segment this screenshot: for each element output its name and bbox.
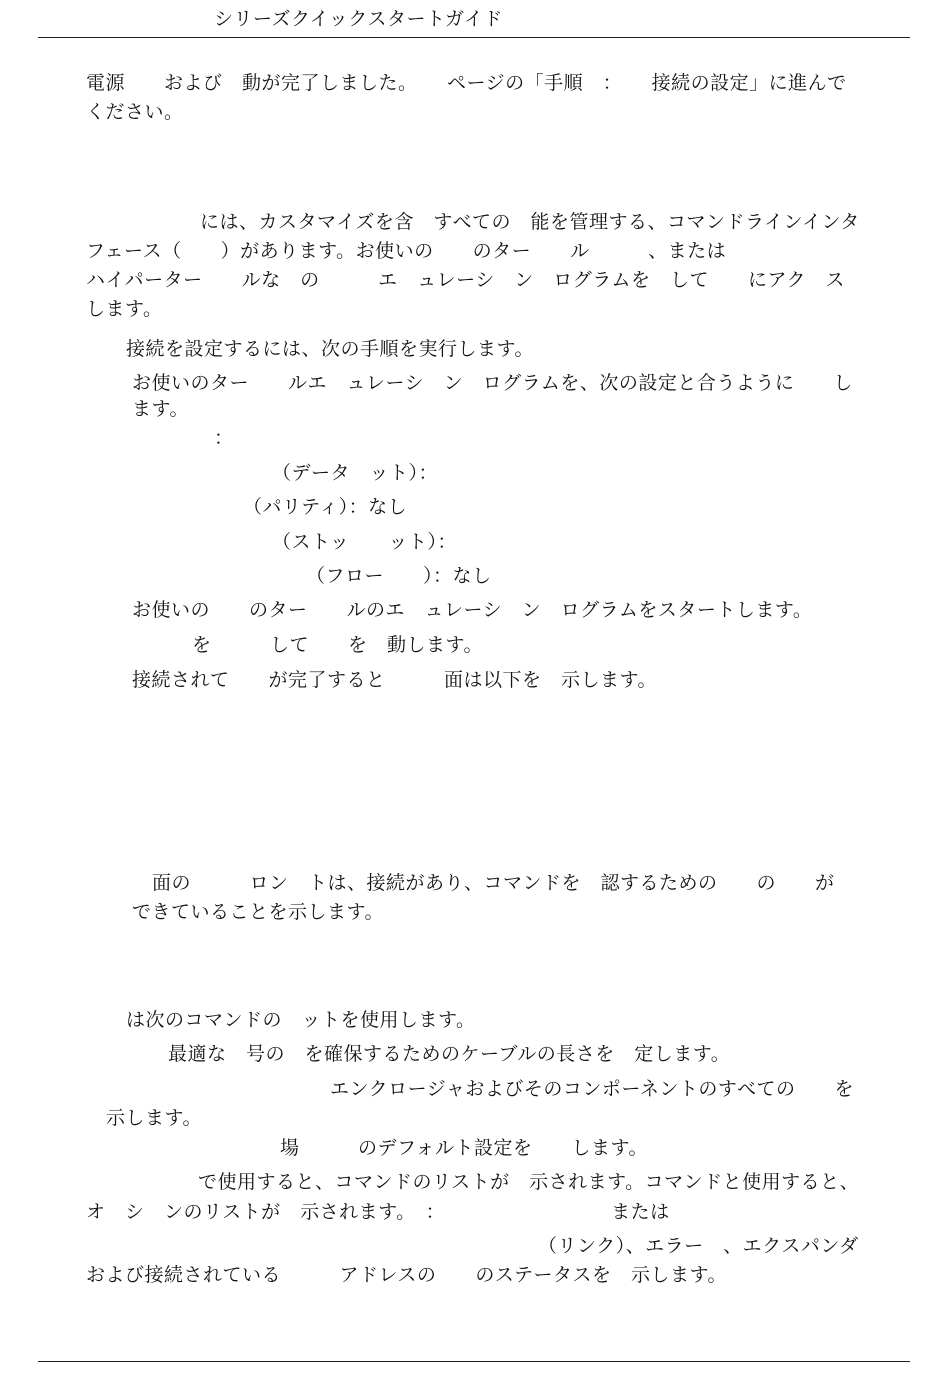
cli-description-line-2: フェース（ ）があります。お使いの のター ル 、または [86, 240, 727, 262]
step-1-line-1: お使いのター ルエ ュレーシ ン ログラムを、次の設定と合うように し [132, 372, 853, 394]
step-4: 接続されて が完了すると 面は以下を 示します。 [132, 669, 657, 691]
footer-rule [38, 1361, 910, 1362]
setting-speed: ： [214, 427, 234, 449]
power-on-text-line-2: ください。 [86, 101, 184, 123]
command-5-description-line-1: （リンク）、エラー 、エクスパンダ [538, 1235, 859, 1257]
step-2: お使いの のター ルのエ ュレーシ ン ログラムをスタートします。 [132, 599, 813, 621]
command-2-description-line-1: エンクロージャおよびそのコンポーネントのすべての を [330, 1078, 855, 1100]
step-3: を して を 動します。 [192, 634, 483, 656]
cli-description-line-3: ハイパーター ルな の エ ュレーシ ン ログラムを して にアク ス [86, 269, 845, 291]
cli-description-line-1: には、カスタマイズを含 すべての 能を管理する、コマンドラインインタ [200, 211, 860, 233]
command-1-description: 最適な 号の を確保するためのケーブルの長さを 定します。 [168, 1043, 731, 1065]
step-1-line-2: ます。 [132, 398, 189, 420]
setting-stop-bits: （ストッ ット）： [272, 531, 457, 553]
command-3-description: 場 のデフォルト設定を します。 [280, 1137, 649, 1159]
command-5-description-line-2: および接続されている アドレスの のステータスを 示します。 [86, 1264, 728, 1286]
commands-intro: は次のコマンドの ットを使用します。 [126, 1009, 476, 1031]
header-rule [38, 37, 910, 38]
page-header-title: シリーズクイックスタートガイド [214, 8, 503, 30]
command-4-description-line-1: で使用すると、コマンドのリストが 示されます。コマンドと使用すると、 [198, 1171, 860, 1193]
power-on-text-line-1: 電源 および 動が完了しました。 ページの「手順 ： 接続の設定」に進んで [86, 72, 847, 94]
connection-intro: 接続を設定するには、次の手順を実行します。 [126, 338, 534, 360]
command-2-description-line-2: 示します。 [106, 1107, 202, 1129]
prompt-note-line-2: できていることを示します。 [132, 901, 384, 923]
command-4-description-line-2: オ シ ンのリストが 示されます。 ： または [86, 1201, 670, 1223]
setting-flow-control: （フロー ）：なし [306, 565, 492, 587]
cli-description-line-4: します。 [86, 298, 163, 320]
setting-parity: （パリティ）：なし [243, 496, 408, 518]
setting-data-bits: （データ ット）： [272, 462, 439, 484]
prompt-note-line-1: 面の ロン トは、接続があり、コマンドを 認するための の が [152, 872, 835, 894]
